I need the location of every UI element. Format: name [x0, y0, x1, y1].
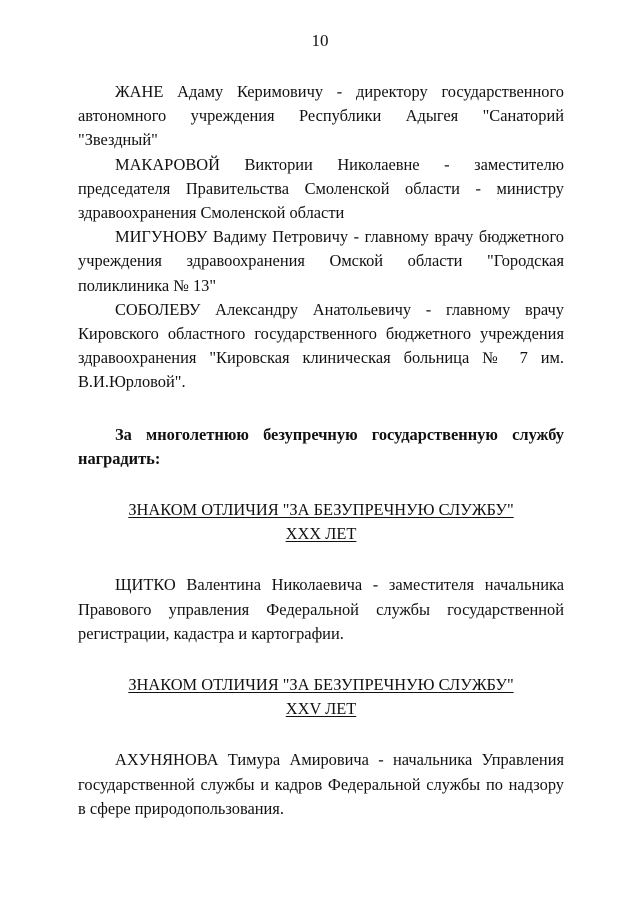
award-title: ЗНАКОМ ОТЛИЧИЯ "ЗА БЕЗУПРЕЧНУЮ СЛУЖБУ": [128, 675, 514, 695]
awardee-paragraph: АХУНЯНОВА Тимура Амировича - начальника Управления государственной службы и кадров Федеральной службы по надзору в сфере природопользования.: [78, 750, 564, 818]
awardee-paragraph: МАКАРОВОЙ Виктории Николаевне - заместителю председателя Правительства Смоленской области - министру здравоохранения Смоленской области: [78, 154, 564, 223]
award-years: XXX ЛЕТ: [285, 524, 357, 544]
document-body: [78, 80, 564, 821]
page-number: 10: [311, 31, 329, 50]
award-years: XXV ЛЕТ: [285, 699, 357, 719]
awardee-paragraph: ЖАНЕ Адаму Керимовичу - директору государственного автономного учреждения Республики Адыгея "Санаторий "Звездный": [78, 82, 564, 150]
awardee-paragraph: МИГУНОВУ Вадиму Петровичу - главному врачу бюджетного учреждения здравоохранения Омской области "Городская поликлиника № 13": [78, 227, 564, 295]
award-heading-25-years: [78, 673, 564, 721]
award-title: ЗНАКОМ ОТЛИЧИЯ "ЗА БЕЗУПРЕЧНУЮ СЛУЖБУ": [128, 500, 514, 520]
award-heading-30-years: [78, 498, 564, 546]
awardee-paragraph: ЩИТКО Валентина Николаевича - заместителя начальника Правового управления Федеральной службы государственной регистрации, кадастра и картографии.: [78, 575, 564, 643]
awardee-paragraph: СОБОЛЕВУ Александру Анатольевичу - главному врачу Кировского областного государственного бюджетного учреждения здравоохранения "Кировская клиническая больница № 7 им. В.И.Юрловой".: [78, 299, 564, 392]
decree-statement: За многолетнюю безупречную государственную службу наградить:: [78, 424, 564, 468]
